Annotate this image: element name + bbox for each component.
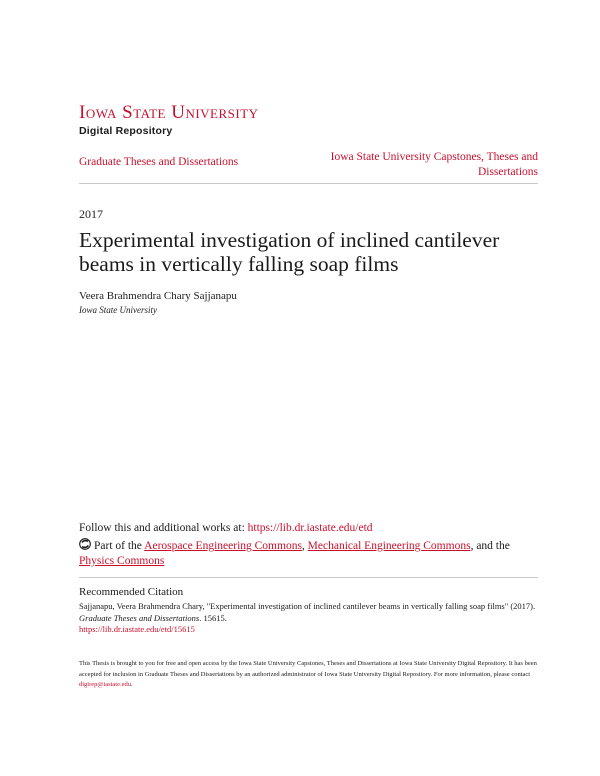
repository-link[interactable]: https://lib.dr.iastate.edu/etd	[247, 522, 373, 534]
aerospace-commons-link[interactable]: Aerospace Engineering Commons	[144, 540, 302, 552]
access-notice-text: This Thesis is brought to you for free and open access by the Iowa State University Capstones, Theses and Dissertations at Iowa State University Digital Repository. It has been accepted for inclusion in Graduate Theses and Dissertations by an authorized administrator of Iowa State University Digital Repository. For more information, please contact	[79, 660, 537, 678]
network-icon	[79, 538, 91, 550]
citation-block	[79, 601, 539, 636]
university-logo	[79, 103, 339, 137]
access-notice-end: .	[131, 681, 133, 688]
access-notice	[79, 659, 539, 691]
logo-subtitle: Digital Repository	[79, 125, 173, 137]
author-name: Veera Brahmendra Chary Sajjanapu	[79, 290, 237, 302]
author-affiliation: Iowa State University	[79, 305, 157, 315]
logo-wordmark: Iowa State University	[79, 102, 259, 123]
contact-email-link[interactable]: digirep@iastate.edu	[79, 681, 132, 688]
part-of-prefix: Part of the	[94, 540, 145, 552]
follow-prefix: Follow this and additional works at:	[79, 522, 248, 534]
citation-number: . 15615.	[199, 612, 227, 623]
collection-link-graduate-theses[interactable]: Graduate Theses and Dissertations	[79, 156, 239, 168]
citation-url-link[interactable]: https://lib.dr.iastate.edu/etd/15615	[79, 624, 195, 634]
part-of-separator-2: , and the	[470, 540, 510, 552]
publication-year: 2017	[79, 207, 103, 221]
part-of-separator-1: ,	[301, 540, 308, 552]
part-of-line	[79, 538, 519, 569]
follow-line	[79, 522, 373, 534]
physics-commons-link[interactable]: Physics Commons	[79, 555, 165, 567]
citation-journal: Graduate Theses and Dissertations	[79, 612, 200, 623]
citation-text: Sajjanapu, Veera Brahmendra Chary, "Experimental investigation of inclined cantilever beams in vertically falling soap films" (2017).	[79, 601, 536, 611]
mechanical-commons-link[interactable]: Mechanical Engineering Commons	[307, 540, 471, 552]
citation-heading: Recommended Citation	[79, 586, 184, 598]
paper-title: Experimental investigation of inclined cantilever beams in vertically falling soap films	[79, 228, 500, 276]
collection-link-capstones[interactable]: Iowa State University Capstones, Theses and Dissertations	[330, 151, 538, 178]
citation-divider	[79, 577, 538, 578]
header-divider	[79, 183, 538, 184]
